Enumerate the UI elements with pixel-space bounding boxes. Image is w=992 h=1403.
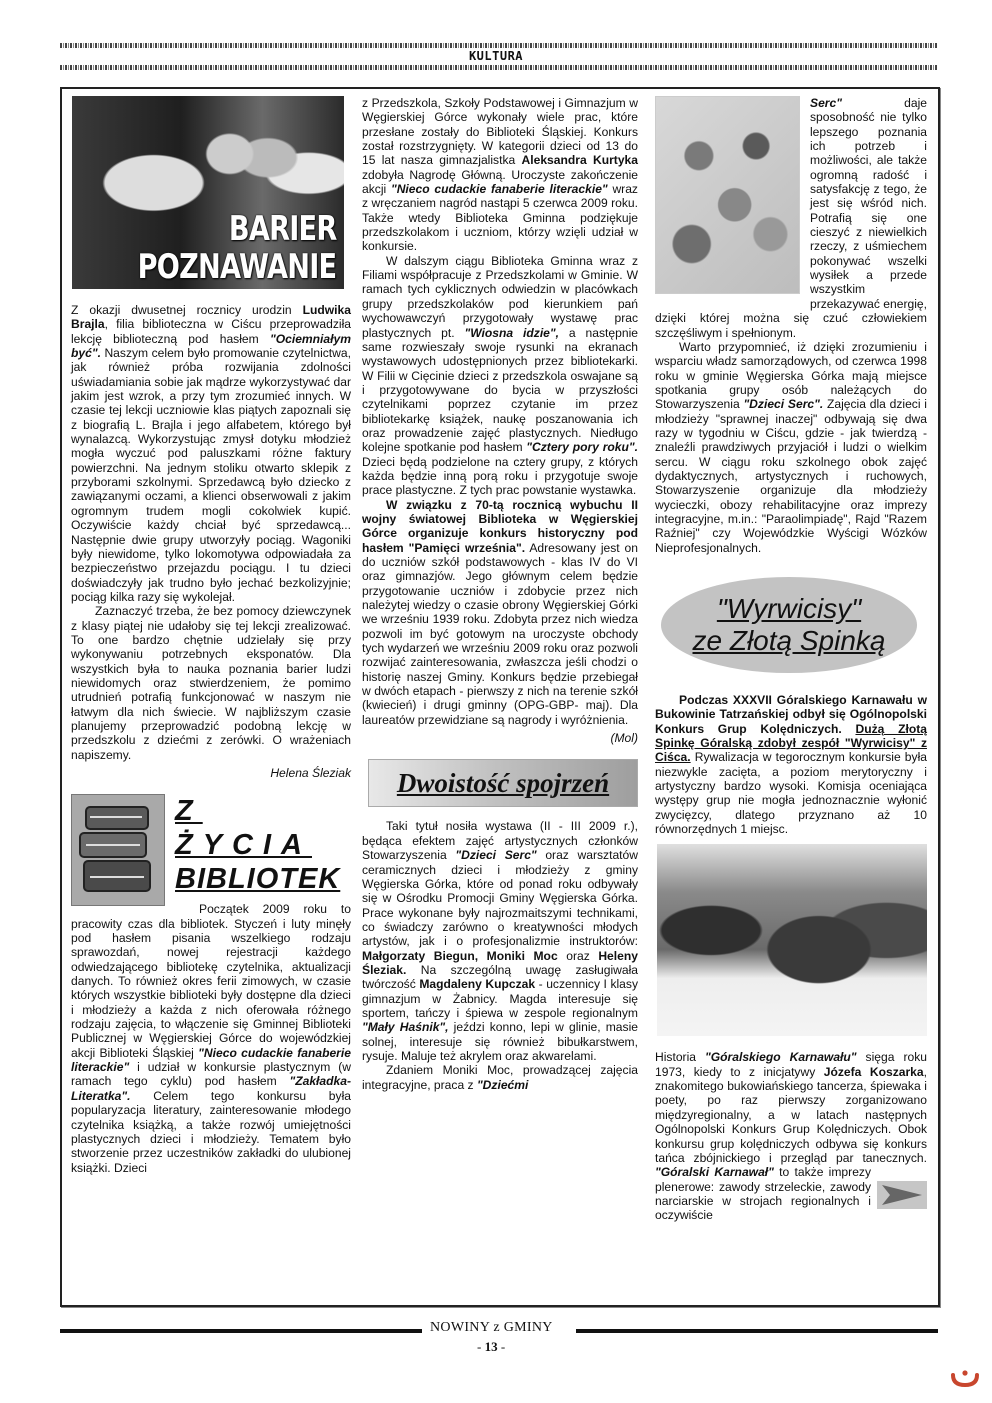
headline-line-2: ze Złotą Spinką <box>692 625 886 656</box>
author-signature: Helena Śleziak <box>270 766 351 780</box>
photo-blindfolded-students <box>72 96 344 289</box>
continue-arrow-button[interactable] <box>877 1181 927 1209</box>
books-stack-icon <box>71 794 165 906</box>
article-paragraph: Zaznaczyć trzeba, że bez pomocy dziewczynek z klasy piątej nie udałoby się tej lekcji zrealizować. To one bardzo chętnie udzielały się przy wykonywaniu potrzebnych eksponatów. Dla wszystkich była to nauka poznania barier ludzi niewidomych oraz stwierdzeniem, że pomimo utrudnień potrafią funkcjonować w naszym nie łatwym dla nich świecie. W najbliższym czasie planujemy przeprowadzić podobną lekcję w przedszkolu z dziećmi z zerówki. O wrażeniach napiszemy. <box>71 604 351 762</box>
article-paragraph: z Przedszkola, Szkoły Podstawowej i Gimnazjum w Węgierskiej Górce wykonały wiele prac, które przesłane zostały do Biblioteki Śląskiej. Konkurs został rozstrzygnięty. W kategorii dzieci od 13 do 15 lat nasza gimnazjalistka Aleksandra Kurtyka zdobyła Nagrodę Główną. Uroczyste zakończenie akcji "Nieco cudackie fanaberie literackie" wraz z wręczaniem nagród nastąpi 5 czerwca 2009 roku. Także wtedy Biblioteka Gminna podziękuje przedszkolakom i uczniom, którzy wzięli udział w konkursie. <box>362 96 638 254</box>
column-3 <box>655 96 927 1223</box>
top-dotted-rule <box>60 43 938 48</box>
article-paragraph: Podczas XXXVII Góralskiego Karnawału w Bukowinie Tatrzańskiej odbył się Ogólnopolski Konkurs Grup Kolędniczych. Dużą Złotą Spinkę Góralską zdobył zespół "Wyrwicisy" z Ciśca. Rywalizacja w tegorocznym konkursie była niezwykle zacięta, a poziom merytoryczny i artystyczny bardzo wysoki. Komisja oceniająca występy grup nie mogła jednoznacznie wyłonić zwycięzcy, dlatego przyznano aż 10 równorzędnych 1 miejsc. <box>655 693 927 837</box>
page-number: - 13 - <box>477 1339 506 1354</box>
section-title: KULTURA <box>468 49 524 63</box>
photo-caption-line-2: POZNAWANIE <box>137 247 336 287</box>
column-2 <box>362 96 638 1092</box>
publication-title: NOWINY z GMINY <box>430 1320 553 1335</box>
footer-rule-right <box>576 1329 938 1333</box>
headline-line-1: "Wyrwicisy" <box>716 593 862 624</box>
section-z-zycia-bibliotek <box>71 794 351 1175</box>
headline-dwoistosc-spojrzen: Dwoistość spojrzeń <box>396 768 610 799</box>
top-dotted-rule-lower <box>60 65 938 70</box>
headline-oval <box>661 577 917 673</box>
article-paragraph: W dalszym ciągu Biblioteka Gminna wraz z Filiami współpracuje z Przedszkolami w Gminie. W ramach tych cyklicznych odwiedzin w placówkach grupy przedszkolaków pod kierunkiem pań wychowawczyń przygotowały wystawę prac plastycznych pt. "Wiosna idzie", a następnie same rozwieszały swoje rysunki na ekranach wystawowych udostępnionych przez bibliotekarki. W Filii w Cięcinie dzieci z przedszkola oswajane są i przygotowywane do bycia w przyszłości czytelnikami poprzez czytanie im przez bibliotekarkę książek, naukę poszanowania ich oraz prowadzenie zajęć plastycznych. Niedługo kolejne spotkanie pod hasłem "Cztery pory roku". Dzieci będą podzielone na cztery grupy, z których każda będzie inną porą roku i przygotuje swoje prace plastyczne. Z tych prac powstanie wystawka. <box>362 253 638 498</box>
corner-logo-icon <box>950 1365 980 1389</box>
footer-rule-left <box>60 1329 422 1333</box>
article-paragraph: Początek 2009 roku to pracowity czas dla bibliotek. Styczeń i luty minęły pod hasłem pisania wszelkiego rodzaju sprawozdań, nowej rejestracji każdego odwiedzającego bibliotekę czytelnika, aktualizacji danych. To również okres ferii zimowych, w czasie których wszystkie biblioteki były dostępne dla dzieci i młodzieży a każda z nich oferowała różnego rodzaju zajęcia, to włączenie się Gminnej Biblioteki Publicznej w Węgierskiej Górce do wojewódzkiej akcji Biblioteki Śląskiej "Nieco cudackie fanaberie literackie" i udział w konkursie plastycznym (w ramach tego cyklu) pod hasłem "Zakładka-Literatka". Celem tego konkursu była popularyzacja literatury, zainteresowanie młodego czytelnika książką, a także rozwój umiejętności plastycznych dzieci i młodzieży. Tematem było stworzenie przez uczestników zakładki do ulubionej książki. Dzieci <box>71 902 351 1175</box>
photo-carnival-dancers <box>657 844 927 1036</box>
section-title-line-2: BIBLIOTEK <box>175 863 341 896</box>
column-1 <box>71 96 351 1175</box>
article-paragraph: Warto przypomnieć, iż dzięki zrozumieniu i wsparciu władz samorządowych, od czerwca 1998 roku w gminie Węgierska Górka mają miejsce spotkania grupy osób należących do Stowarzyszenia "Dzieci Serc". Zajęcia dla dzieci i młodzieży "sprawnej inaczej" odbywają się dwa razy w tygodniu w Ciścu, gdzie - jak twierdzą - znaleźli prawdziwych przyjaciół i ludzi o wielkim sercu. W ciągu roku szkolnego obok zajęć dydaktycznych, artystycznych i ruchowych, Stowarzyszenie organizuje dla młodzieży wycieczki, obozy rehabilitacyjne oraz imprezy integracyjne, m.in.: "Paraolimpiadę", Rajd "Razem Raźniej" czy Wojewódzkie Wyścigi Wózków Nieprofesjonalnych. <box>655 339 927 555</box>
article-paragraph: Serc" daje sposobność nie tylko lepszego poznania ich potrzeb i możliwości, ale także ogromną radość i satysfakcję z tego, że jest się wśród nich. Potrafią się one cieszyć z niewielkich rzeczy, z uśmiechem pokonywać wszelki wysiłek a przede wszystkim przekazywać energię, dzięki której można się czuć człowiekiem szczęśliwym i spełnionym. <box>655 96 927 340</box>
arrow-right-icon <box>882 1185 922 1205</box>
article-paragraph: Historia "Góralskiego Karnawału" sięga roku 1973, kiedy to z inicjatywy Józefa Koszarka, znakomitego bukowiańskiego tancerza, śpiewaka i poety, po raz pierwszy zorganizowano międzyregionalny, a w latach następnych Ogólnopolski Konkurs Grup Kolędniczych. Obok konkursu grup kolędniczych odbywa się konkurs tańca zbójnickiego i przegląd par tanecznych. "Góralski Karnawał" to także imprezy plenerowe: zawody strzeleckie, zawody narciarskie w strojach regionalnych i oczywiście <box>655 1050 927 1223</box>
article-paragraph: Zdaniem Moniki Moc, prowadzącej zajęcia integracyjne, praca z "Dziećmi <box>362 1063 638 1092</box>
article-paragraph: W związku z 70-tą rocznicą wybuchu II wojny światowej Biblioteka w Węgierskiej Górce organizuje konkurs historyczny pod hasłem "Pamięci września". Adresowany jest on do uczniów szkół podstawowych - klas IV do VI oraz gimnazjów. Jego głównym celem będzie przygotowanie uczniów i zdobycie przez nich należytej wiedzy o czasie obrony Węgierskiej Górki we wrześniu 1939 roku. Zdobyta przez nich wiedza pozwoli im być gotowym na uroczyste obchody tych wydarzeń we wrześniu 2009 roku oraz pozwoli rozwijać zainteresowania, zwłaszcza jeśli chodzi o historię naszej Gminy. Konkurs będzie przebiegał w dwóch etapach - pierwszy z nich na terenie szkół (kwiecień) i drugi gminny (OPG-GBP- maj). Dla laureatów przewidziane są nagrody i wyróżnienia. <box>362 497 638 727</box>
headline-box <box>368 759 638 807</box>
author-signature: (Mol) <box>610 731 638 746</box>
article-paragraph: Taki tytuł nosiła wystawa (II - III 2009 r.), będąca efektem zajęć artystycznych członków Stowarzyszenia "Dzieci Serc" oraz warsztatów ceramicznych dzieci i młodzieży z gminy Węgierska Górka, które od ponad roku odbywały się w Ośrodku Promocji Gminy Węgierska Górka. Prace wykonane były najrozmaitszymi technikami, co świadczy zarówno o kreatywności młodych artystów, jak i o profesjonalizmie instruktorów: Małgorzaty Biegun, Moniki Moc oraz Heleny Śleziak. Na szczególną uwagę zasługiwała twórczość Magdaleny Kupczak - uczennicy I klasy gimnazjum w Żabnicy. Magda interesuje się sportem, tańczy i śpiewa w zespole regionalnym "Mały Haśnik", jeździ konno, lepi w glinie, masie solnej, interesuje się również bibułkarstwem, rysuje. Maluje też akrylem oraz akwarelami. <box>362 819 638 1063</box>
photo-caption-line-1: BARIER <box>228 209 336 249</box>
artwork-image <box>655 96 800 294</box>
article-paragraph: Z okazji dwusetnej rocznicy urodzin Ludwika Brajla, filia biblioteczna w Ciścu przeprowadziła lekcję biblioteczną pod hasłem "Ociemniałym być". Naszym celem było promowanie czytelnictwa, jak również próba rozwijania zdolności uświadamiania sobie jak mądrze wykorzystywać dar jakim jest wzrok, a przy tym zrozumieć innych. W czasie tej lekcji uczniowie klas piątych zapoznali się z biografią L. Brajla i jego alfabetem, którego był wynalazcą. Wykorzystując zmysł dotyku młodzież mogła wyczuć pod paluszkami różne faktury powierzchni. Na jednym stoliku otwarto sklepik z przyborami szkolnymi. Sprzedawcą było dziecko z zawiązanymi oczami, a klienci obserwowali z jakim ogromnym trudem mogli cokolwiek kupić. Oczywiście każdy chciał być sprzedawcą... Następnie dwie grupy utworzyły pociąg. Wagoniki były niewidome, tylko lokomotywa odpowiadała za bezpieczeństwo przejazdu pociągu. I tu dzieci doświadczyły jak trudno było jechać bezkolizyjnie; pociąg kilka razy się wykolejał. <box>71 303 351 604</box>
section-title-line-1: Z ŻYCIA <box>175 795 312 862</box>
